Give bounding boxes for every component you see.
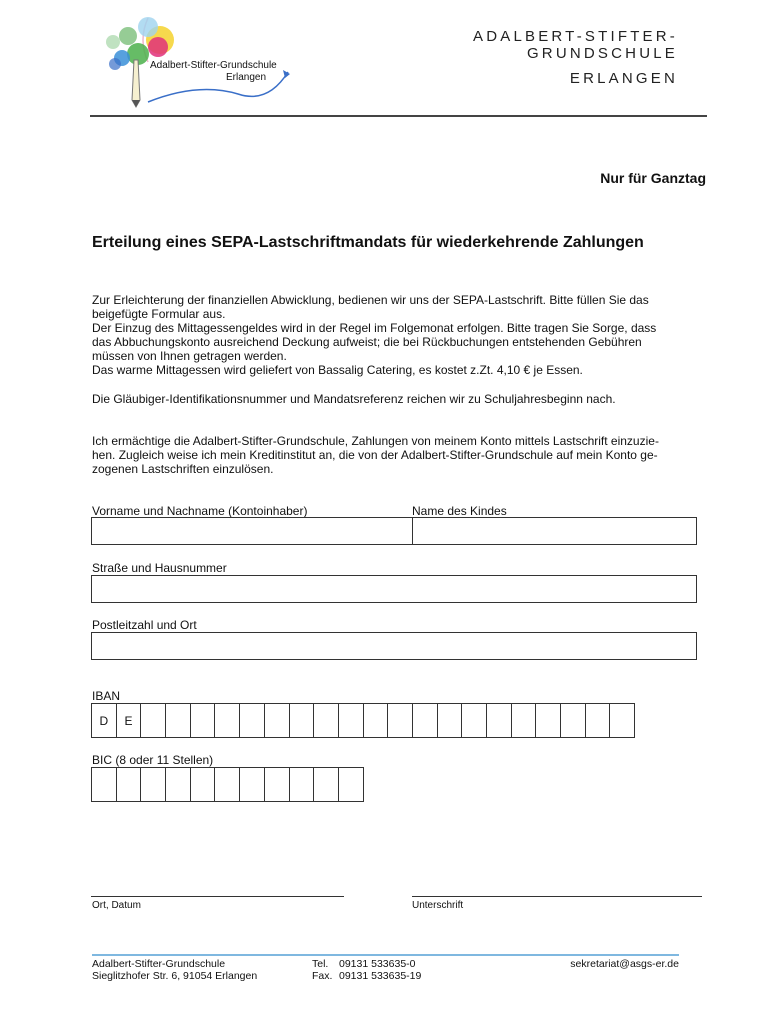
- authorization-paragraph: [92, 434, 712, 476]
- header-divider: [90, 115, 707, 117]
- footer-address: [92, 958, 257, 982]
- footer-phone: [312, 958, 421, 982]
- bic-char-box[interactable]: [91, 767, 117, 802]
- intro-line: Der Einzug des Mittagessengeldes wird in der Regel im Folgemonat erfolgen. Bitte tragen Sie Sorge, dass: [92, 321, 657, 335]
- iban-char-box[interactable]: [140, 703, 166, 738]
- logo-line1: Adalbert-Stifter-Grundschule: [150, 60, 277, 71]
- intro-paragraph: [92, 293, 712, 377]
- bic-char-box[interactable]: [214, 767, 240, 802]
- bic-char-box[interactable]: [239, 767, 265, 802]
- authorization-line: hen. Zugleich weise ich mein Kreditinstitut an, die von der Adalbert-Stifter-Grundschule auf mein Konto ge-: [92, 448, 658, 462]
- intro-line: das Abbuchungskonto ausreichend Deckung aufweist; die bei Rückbuchungen entstehenden Gebühren: [92, 335, 642, 349]
- child-name-field[interactable]: [412, 517, 697, 545]
- authorization-line: Ich ermächtige die Adalbert-Stifter-Grundschule, Zahlungen von meinem Konto mittels Lastschrift einzuzie-: [92, 434, 659, 448]
- creditor-note: Die Gläubiger-Identifikationsnummer und Mandatsreferenz reichen wir zu Schuljahresbeginn nach.: [92, 392, 616, 406]
- school-city: ERLANGEN: [569, 70, 678, 87]
- iban-char-box[interactable]: [363, 703, 389, 738]
- account-holder-field[interactable]: [91, 517, 413, 545]
- iban-char-box[interactable]: [585, 703, 611, 738]
- iban-char-box[interactable]: [214, 703, 240, 738]
- iban-label: IBAN: [92, 689, 121, 703]
- iban-char-box[interactable]: [412, 703, 438, 738]
- iban-char-box[interactable]: [511, 703, 537, 738]
- place-date-label: Ort, Datum: [92, 900, 141, 911]
- iban-char-box[interactable]: [289, 703, 315, 738]
- logo-text: [150, 60, 277, 84]
- logo-line2: Erlangen: [226, 72, 267, 83]
- document-title: Erteilung eines SEPA-Lastschriftmandats für wiederkehrende Zahlungen: [92, 234, 644, 251]
- bic-char-box[interactable]: [116, 767, 142, 802]
- footer-school-name: Adalbert-Stifter-Grundschule: [92, 958, 226, 970]
- intro-line: müssen von Ihnen getragen werden.: [92, 349, 287, 363]
- bic-char-box[interactable]: [190, 767, 216, 802]
- fax-label: Fax.: [312, 970, 333, 982]
- iban-char-box[interactable]: [609, 703, 635, 738]
- city-label: Postleitzahl und Ort: [92, 618, 197, 632]
- bic-char-box[interactable]: [264, 767, 290, 802]
- ganztag-note: Nur für Ganztag: [600, 170, 706, 186]
- fax-number: 09131 533635-19: [339, 970, 422, 982]
- iban-field[interactable]: [91, 703, 635, 738]
- bic-char-box[interactable]: [165, 767, 191, 802]
- bic-field[interactable]: [91, 767, 364, 802]
- iban-char-box[interactable]: [239, 703, 265, 738]
- street-label: Straße und Hausnummer: [92, 561, 227, 575]
- place-date-line: [91, 896, 344, 897]
- school-title: ADALBERT-STIFTER-GRUNDSCHULE: [473, 28, 678, 62]
- intro-line: Zur Erleichterung der finanziellen Abwicklung, bedienen wir uns der SEPA-Lastschrift. Bitte füllen Sie das: [92, 293, 649, 307]
- iban-char-box[interactable]: D: [91, 703, 117, 738]
- iban-char-box[interactable]: [165, 703, 191, 738]
- authorization-line: zogenen Lastschriften einzulösen.: [92, 462, 274, 476]
- iban-char-box[interactable]: [338, 703, 364, 738]
- footer-email[interactable]: sekretariat@asgs-er.de: [570, 958, 679, 970]
- iban-char-box[interactable]: [190, 703, 216, 738]
- intro-line: Das warme Mittagessen wird geliefert von Bassalig Catering, es kostet z.Zt. 4,10 € je Essen.: [92, 363, 583, 377]
- iban-char-box[interactable]: [313, 703, 339, 738]
- iban-char-box[interactable]: [387, 703, 413, 738]
- iban-char-box[interactable]: [535, 703, 561, 738]
- tel-number: 09131 533635-0: [339, 958, 416, 970]
- tel-label: Tel.: [312, 958, 329, 970]
- iban-char-box[interactable]: [486, 703, 512, 738]
- iban-char-box[interactable]: [461, 703, 487, 738]
- iban-char-box[interactable]: [264, 703, 290, 738]
- account-holder-label: Vorname und Nachname (Kontoinhaber): [92, 504, 308, 518]
- iban-char-box[interactable]: [437, 703, 463, 738]
- iban-char-box[interactable]: [560, 703, 586, 738]
- street-field[interactable]: [91, 575, 697, 603]
- bic-char-box[interactable]: [313, 767, 339, 802]
- city-field[interactable]: [91, 632, 697, 660]
- intro-line: beigefügte Formular aus.: [92, 307, 226, 321]
- bic-label: BIC (8 oder 11 Stellen): [92, 753, 214, 767]
- bic-char-box[interactable]: [289, 767, 315, 802]
- bic-char-box[interactable]: [338, 767, 364, 802]
- signature-line: [412, 896, 702, 897]
- bic-char-box[interactable]: [140, 767, 166, 802]
- footer-divider: [92, 954, 679, 956]
- signature-label: Unterschrift: [412, 900, 464, 911]
- iban-char-box[interactable]: E: [116, 703, 142, 738]
- footer-street: Sieglitzhofer Str. 6, 91054 Erlangen: [92, 970, 258, 982]
- child-name-label: Name des Kindes: [412, 504, 507, 518]
